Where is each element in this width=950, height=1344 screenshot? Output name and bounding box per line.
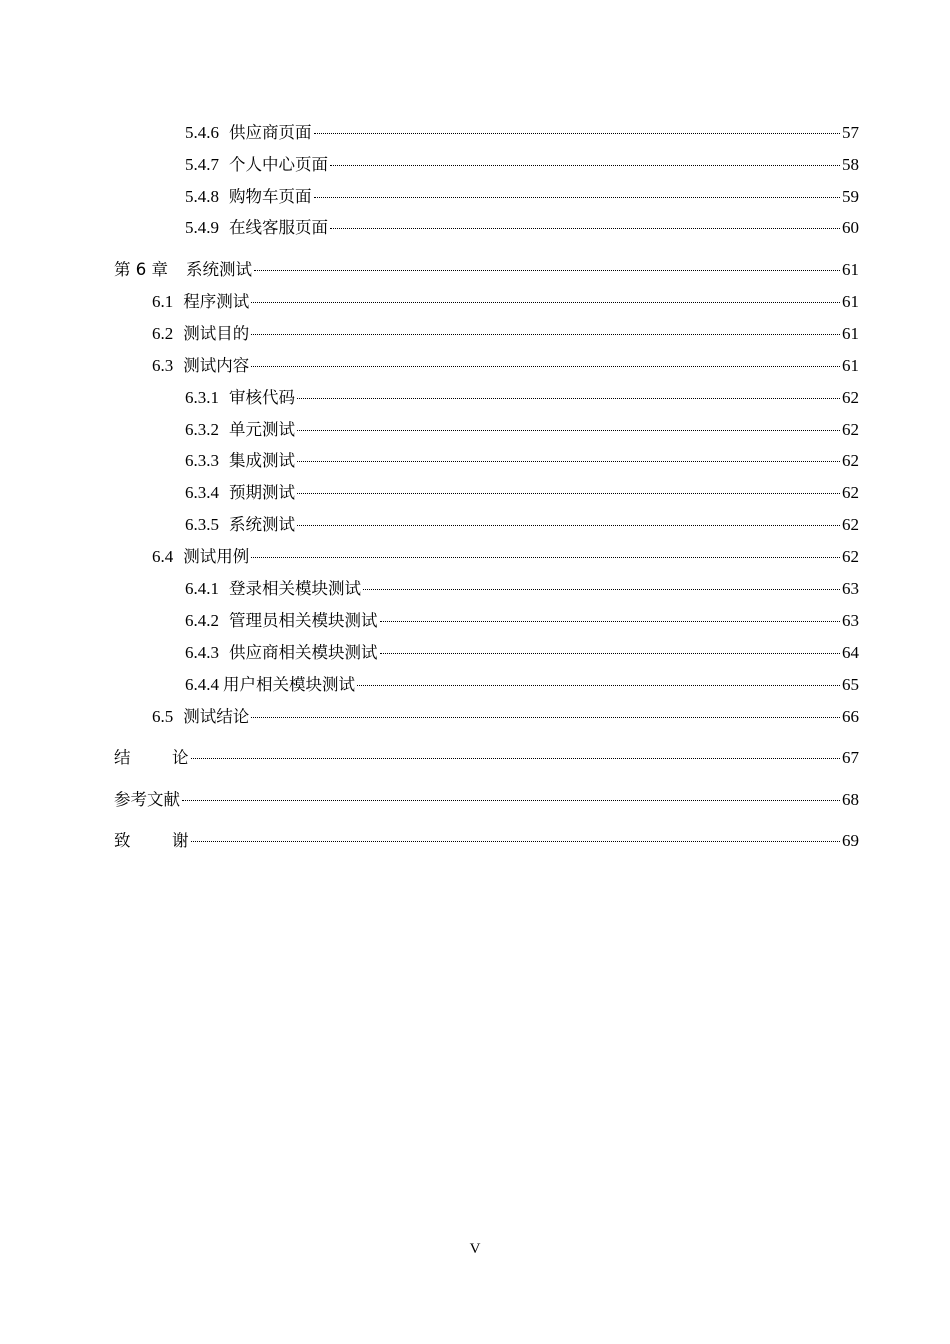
- toc-entry-page: 62: [842, 388, 859, 407]
- toc-entry-title: 登录相关模块测试: [229, 579, 361, 598]
- toc-entry-page: 68: [842, 790, 859, 809]
- toc-entry-6-3[interactable]: [152, 354, 859, 378]
- dot-leader: [357, 685, 840, 686]
- dot-leader: [191, 758, 841, 759]
- toc-entry-title: 参考文献: [114, 790, 180, 809]
- toc-entry-title: 个人中心页面: [229, 155, 328, 174]
- toc-entry-page: 63: [842, 611, 859, 630]
- toc-entry-5-4-6[interactable]: [185, 121, 859, 145]
- toc-entry-page: 66: [842, 707, 859, 726]
- toc-entry-title: 程序测试: [183, 292, 250, 311]
- toc-entry-number: 6.4.2: [185, 611, 219, 630]
- dot-leader: [297, 430, 840, 431]
- dot-leader: [380, 621, 841, 622]
- toc-entry-page: 62: [842, 451, 859, 470]
- toc-entry-number: 6.2: [152, 324, 174, 343]
- toc-entry-page: 61: [842, 292, 859, 311]
- toc-entry-chapter-6[interactable]: [114, 258, 859, 282]
- toc-entry-title: 管理员相关模块测试: [229, 611, 378, 630]
- toc-entry-page: 65: [842, 675, 859, 694]
- toc-entry-number: 5.4.6: [185, 123, 219, 142]
- toc-entry-title: 用户相关模块测试: [223, 675, 355, 694]
- dot-leader: [251, 717, 840, 718]
- toc-entry-6-3-1[interactable]: [185, 386, 859, 410]
- toc-entry-title: 系统测试: [229, 515, 295, 534]
- toc-entry-title: 测试目的: [183, 324, 250, 343]
- dot-leader: [254, 270, 840, 271]
- toc-entry-6-4-2[interactable]: [185, 609, 859, 633]
- dot-leader: [330, 165, 840, 166]
- toc-entry-acknowledgements[interactable]: [114, 829, 859, 853]
- toc-entry-page: 62: [842, 483, 859, 502]
- toc-entry-title: 系统测试: [186, 260, 252, 279]
- toc-entry-number: 6.4: [152, 547, 174, 566]
- dot-leader: [297, 398, 840, 399]
- toc-entry-6-3-5[interactable]: [185, 513, 859, 537]
- dot-leader: [314, 133, 841, 134]
- toc-entry-title: 在线客服页面: [229, 218, 328, 237]
- dot-leader: [297, 525, 840, 526]
- dot-leader: [251, 557, 840, 558]
- toc-entry-page: 67: [842, 748, 859, 767]
- toc-entry-6-4-3[interactable]: [185, 641, 859, 665]
- toc-entry-page: 64: [842, 643, 859, 662]
- toc-chapter-label: 第 6 章: [114, 260, 168, 279]
- toc-entry-page: 62: [842, 420, 859, 439]
- toc-entry-references[interactable]: [114, 788, 859, 812]
- toc-entry-page: 60: [842, 218, 859, 237]
- toc-entry-title: 供应商相关模块测试: [229, 643, 378, 662]
- toc-entry-page: 61: [842, 260, 859, 279]
- dot-leader: [251, 334, 840, 335]
- toc-entry-page: 62: [842, 515, 859, 534]
- toc-entry-6-2[interactable]: [152, 322, 859, 346]
- dot-leader: [182, 800, 840, 801]
- toc-entry-6-5[interactable]: [152, 705, 859, 729]
- toc-entry-5-4-7[interactable]: [185, 153, 859, 177]
- dot-leader: [297, 493, 840, 494]
- dot-leader: [251, 366, 840, 367]
- toc-entry-title: 集成测试: [229, 451, 295, 470]
- toc-entry-6-3-4[interactable]: [185, 481, 859, 505]
- dot-leader: [330, 228, 840, 229]
- toc-entry-page: 57: [842, 123, 859, 142]
- toc-entry-6-3-3[interactable]: [185, 449, 859, 473]
- toc-entry-number: 6.3.3: [185, 451, 219, 470]
- toc-entry-number: 6.1: [152, 292, 174, 311]
- dot-leader: [297, 461, 840, 462]
- dot-leader: [380, 653, 841, 654]
- toc-entry-page: 63: [842, 579, 859, 598]
- toc-entry-6-4[interactable]: [152, 545, 859, 569]
- toc-entry-5-4-9[interactable]: [185, 216, 859, 240]
- toc-entry-number: 6.3.5: [185, 515, 219, 534]
- toc-entry-page: 58: [842, 155, 859, 174]
- toc-entry-number: 6.4.1: [185, 579, 219, 598]
- toc-entry-title: 测试结论: [183, 707, 250, 726]
- toc-entry-5-4-8[interactable]: [185, 185, 859, 209]
- toc-entry-title: 预期测试: [229, 483, 295, 502]
- dot-leader: [314, 197, 841, 198]
- toc-entry-number: 5.4.8: [185, 187, 219, 206]
- toc-entry-title: 购物车页面: [229, 187, 312, 206]
- toc-entry-title-part-2: 论: [172, 748, 189, 767]
- toc-entry-title: 供应商页面: [229, 123, 312, 142]
- toc-entry-6-3-2[interactable]: [185, 418, 859, 442]
- toc-entry-title-part-1: 结: [114, 748, 131, 767]
- toc-entry-conclusion[interactable]: [114, 746, 859, 770]
- toc-entry-page: 69: [842, 831, 859, 850]
- toc-entry-number: 6.4.4: [185, 675, 219, 694]
- toc-entry-page: 61: [842, 324, 859, 343]
- toc-entry-title-part-2: 谢: [172, 831, 189, 850]
- toc-entry-title: 测试用例: [183, 547, 250, 566]
- toc-entry-page: 61: [842, 356, 859, 375]
- toc-entry-6-4-1[interactable]: [185, 577, 859, 601]
- toc-entry-6-1[interactable]: [152, 290, 859, 314]
- toc-entry-page: 62: [842, 547, 859, 566]
- dot-leader: [363, 589, 840, 590]
- toc-entry-number: 6.3: [152, 356, 174, 375]
- toc-entry-title: 单元测试: [229, 420, 295, 439]
- dot-leader: [251, 302, 840, 303]
- page-number-footer: V: [469, 1241, 481, 1257]
- toc-entry-6-4-4[interactable]: [185, 673, 859, 697]
- dot-leader: [191, 841, 841, 842]
- toc-entry-number: 6.3.2: [185, 420, 219, 439]
- toc-entry-page: 59: [842, 187, 859, 206]
- toc-entry-title: 审核代码: [229, 388, 295, 407]
- toc-entry-number: 5.4.7: [185, 155, 219, 174]
- toc-entry-number: 6.4.3: [185, 643, 219, 662]
- toc-entry-number: 6.3.1: [185, 388, 219, 407]
- toc-entry-title: 测试内容: [183, 356, 250, 375]
- toc-entry-number: 5.4.9: [185, 218, 219, 237]
- toc-entry-title-part-1: 致: [114, 831, 131, 850]
- toc-entry-number: 6.3.4: [185, 483, 219, 502]
- toc-entry-number: 6.5: [152, 707, 174, 726]
